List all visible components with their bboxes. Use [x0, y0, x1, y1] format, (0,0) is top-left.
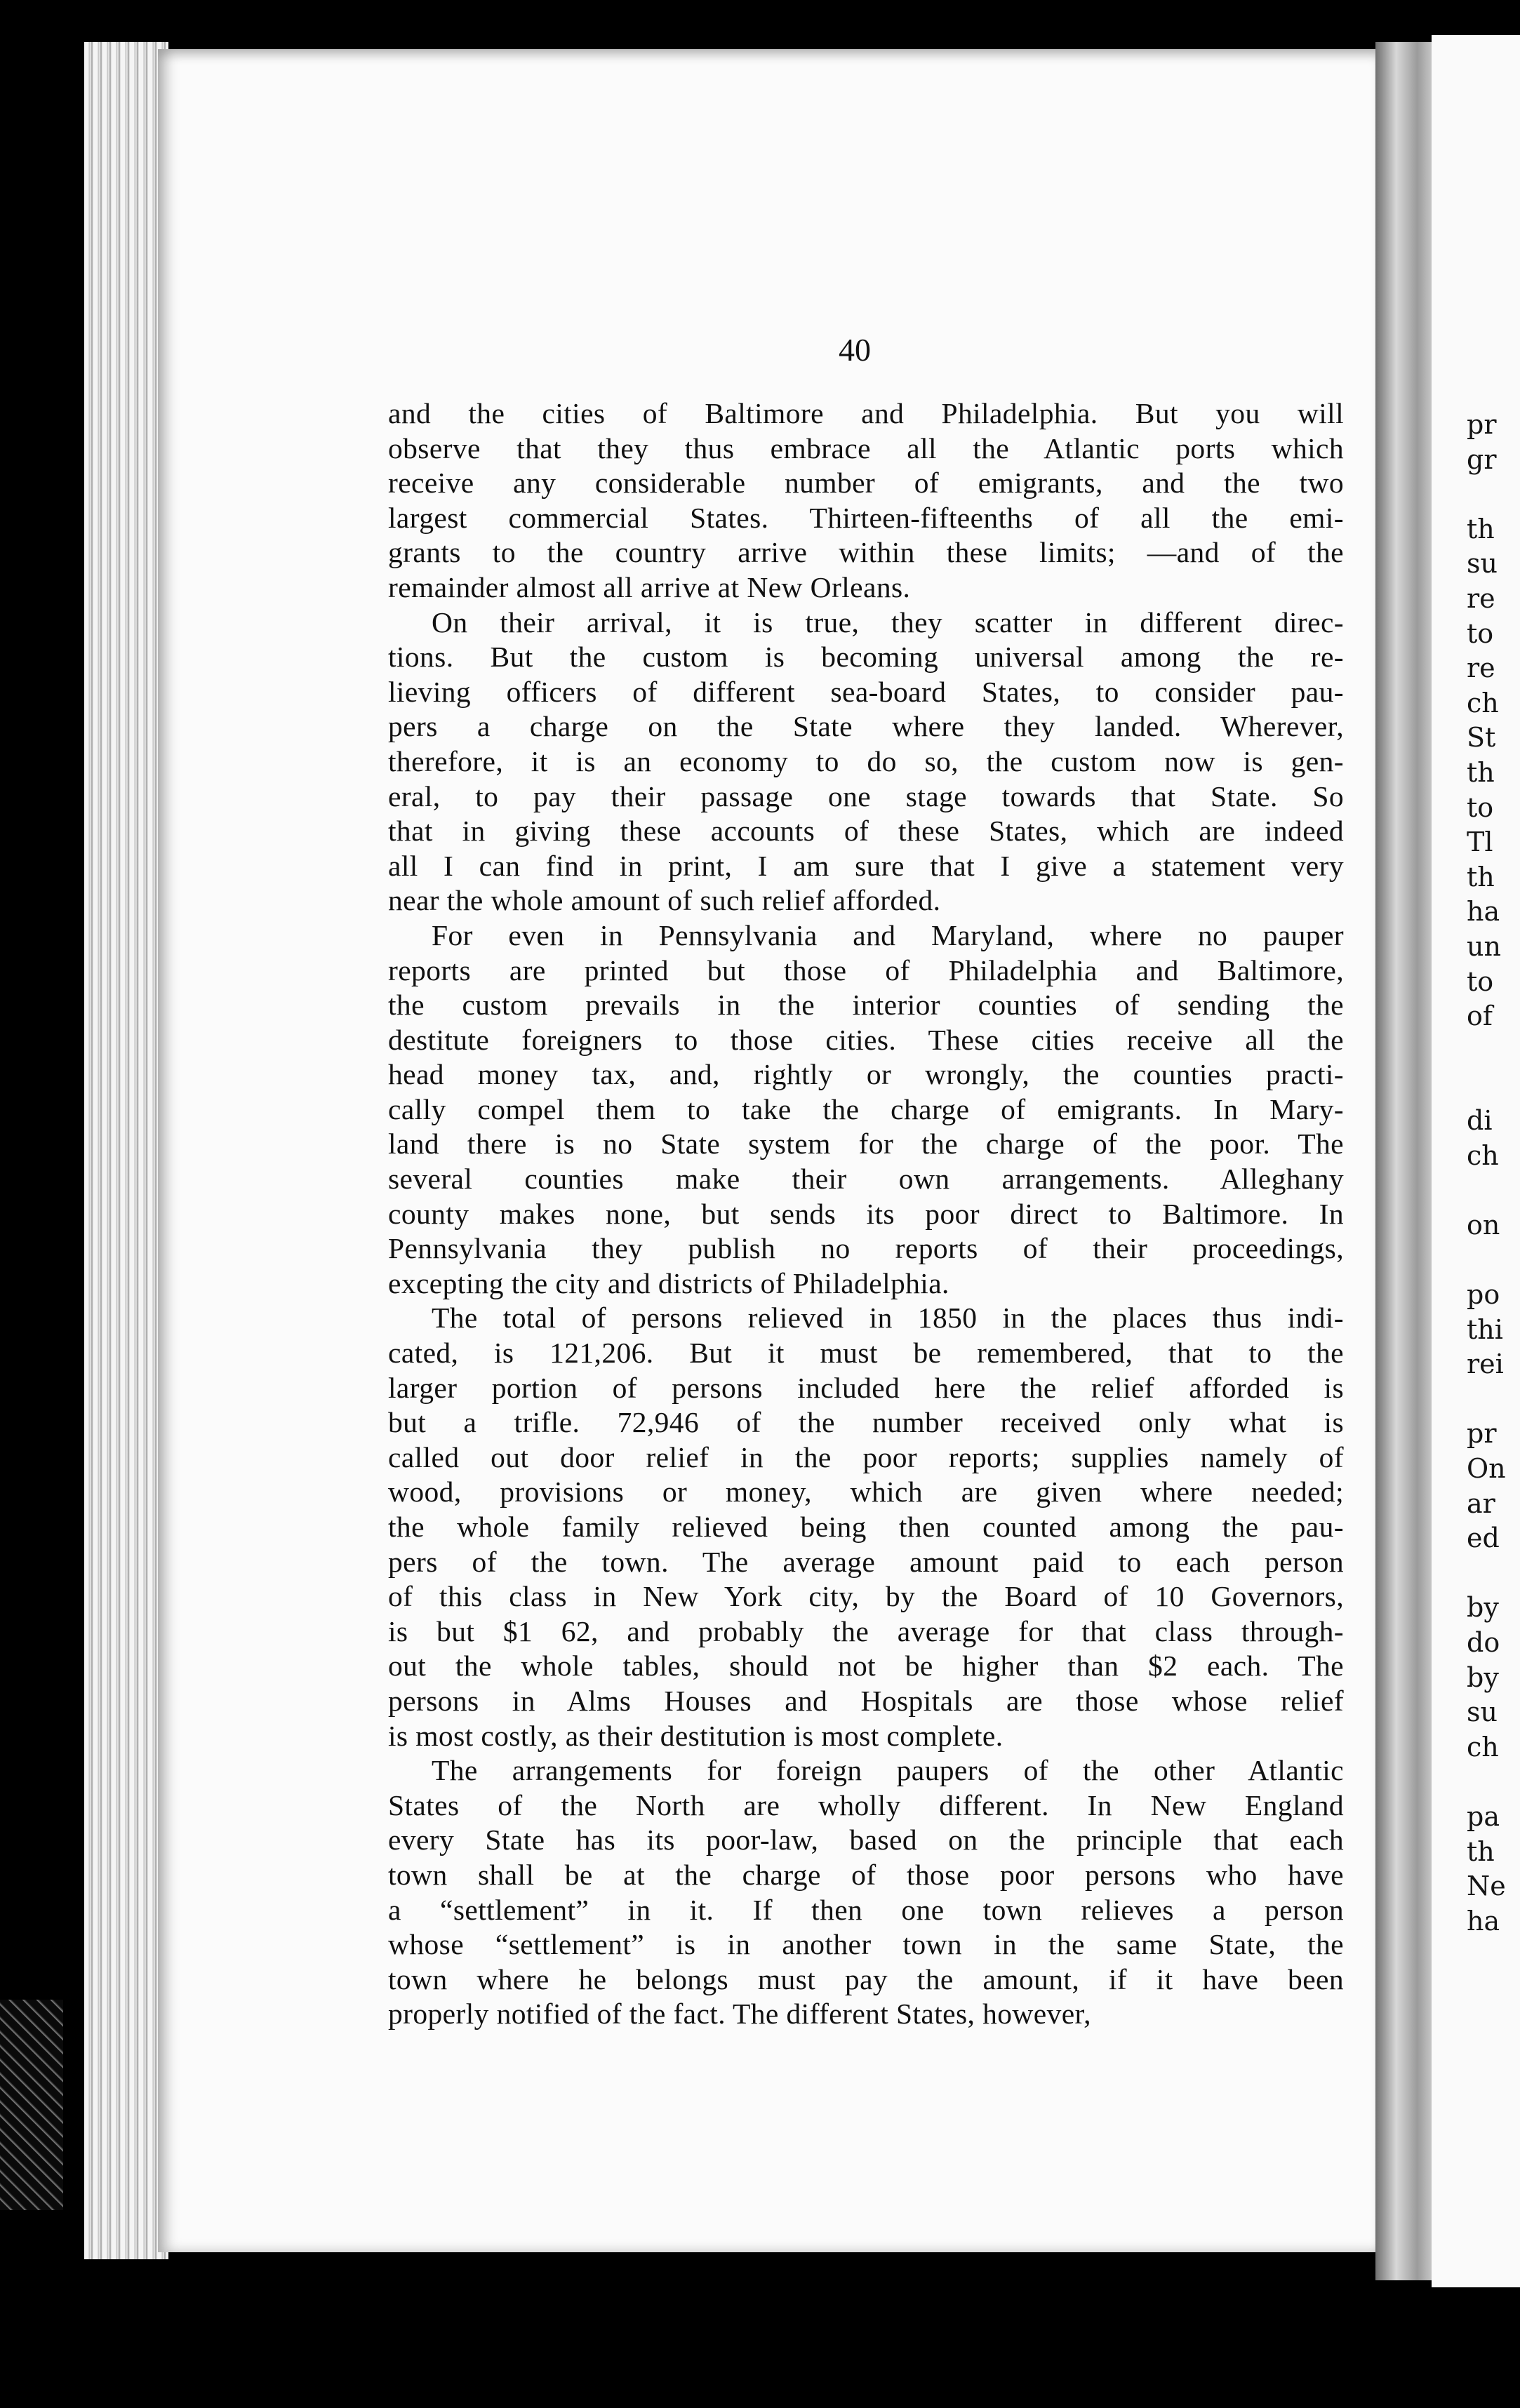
text-line: On their arrival, it is true, they scatter in different direc- [432, 606, 1344, 638]
text-line: excepting the city and districts of Philadelphia. [388, 1266, 949, 1299]
next-page-fragment-text: ha [1467, 1905, 1500, 1937]
text-line: the custom prevails in the interior counties of sending the [388, 989, 1344, 1022]
text-line: near the whole amount of such relief afforded. [388, 884, 941, 917]
next-page-fragment-text: ar [1467, 1487, 1495, 1519]
next-page-fragment-text: po [1467, 1279, 1500, 1310]
body-text [388, 396, 1344, 2032]
next-page-fragment-text: rei [1467, 1349, 1504, 1380]
text-line: persons in Alms Houses and Hospitals are those whose relief [388, 1684, 1344, 1717]
next-page-fragment-text: thi [1467, 1313, 1503, 1345]
text-line: pers of the town. The average amount paid to each person [388, 1545, 1344, 1578]
next-page-fragment-text: ed [1467, 1523, 1500, 1554]
text-line: county makes none, but sends its poor direct to Baltimore. In [388, 1197, 1344, 1230]
next-page-fragment-text: Ne [1467, 1871, 1506, 1902]
text-line: lieving officers of different sea-board States, to consider pau- [388, 675, 1344, 708]
text-line: States of the North are wholly different. In New England [388, 1788, 1344, 1821]
next-page-fragment-text: ch [1467, 1139, 1499, 1171]
text-line: The arrangements for foreign paupers of the other Atlantic [432, 1754, 1344, 1787]
text-line: tions. But the custom is becoming universal among the re- [388, 641, 1344, 674]
text-line: but a trifle. 72,946 of the number received only what is [388, 1406, 1344, 1439]
text-line: called out door relief in the poor reports; supplies namely of [388, 1440, 1344, 1473]
next-page-fragment-text: th [1467, 1835, 1495, 1867]
text-line: grants to the country arrive within these limits; —and of the [388, 536, 1344, 569]
text-line: land there is no State system for the charge of the poor. The [388, 1128, 1344, 1160]
page-number: 40 [839, 332, 871, 368]
next-page-fragment-text: ch [1467, 1731, 1499, 1762]
text-line: receive any considerable number of emigrants, and the two [388, 467, 1344, 500]
text-line: remainder almost all arrive at New Orleans. [388, 570, 911, 603]
text-line: all I can find in print, I am sure that I give a statement very [388, 849, 1344, 882]
next-page-fragment-text: by [1467, 1592, 1499, 1624]
next-page-fragment-text: th [1467, 513, 1495, 544]
next-page-fragment-text: re [1467, 583, 1495, 614]
page-edge [84, 42, 168, 2259]
text-line: is but $1 62, and probably the average for that class through- [388, 1614, 1344, 1647]
text-line: cally compel them to take the charge of emigrants. In Mary- [388, 1092, 1344, 1125]
text-line: For even in Pennsylvania and Maryland, where no pauper [432, 918, 1344, 951]
next-page-fragment-text: un [1467, 931, 1501, 962]
next-page-fragment-text: to [1467, 791, 1494, 823]
text-line: that in giving these accounts of these States, which are indeed [388, 815, 1344, 848]
text-line: The total of persons relieved in 1850 in the places thus indi- [432, 1302, 1344, 1335]
next-page-fragment-text: su [1467, 1697, 1498, 1728]
text-line: head money tax, and, rightly or wrongly, the counties practi- [388, 1058, 1344, 1091]
next-page-fragment-text: su [1467, 548, 1498, 580]
next-page-fragment-text: to [1467, 617, 1494, 649]
next-page-fragment-text: gr [1467, 443, 1497, 475]
next-page-fragment-text: do [1467, 1627, 1500, 1658]
text-line: properly notified of the fact. The different States, however, [388, 1998, 1091, 2031]
text-line: out the whole tables, should not be higher than $2 each. The [388, 1650, 1344, 1683]
next-page-fragment-text: ch [1467, 687, 1499, 718]
text-line: several counties make their own arrangements. Alleghany [388, 1163, 1344, 1196]
text-line: is most costly, as their destitution is most complete. [388, 1719, 1004, 1752]
text-line: the whole family relieved being then counted among the pau- [388, 1511, 1344, 1543]
book-gutter [1375, 42, 1435, 2280]
text-line: destitute foreigners to those cities. These cities receive all the [388, 1023, 1344, 1056]
next-page-fragment-text: On [1467, 1453, 1506, 1484]
next-page-fragment-text: on [1467, 1209, 1500, 1240]
text-line: of this class in New York city, by the Board of 10 Governors, [388, 1580, 1344, 1613]
next-page-fragment-text: re [1467, 653, 1495, 684]
text-line: Pennsylvania they publish no reports of their proceedings, [388, 1232, 1344, 1265]
next-page-fragment-text: th [1467, 757, 1495, 788]
next-page-fragment-text: Tl [1467, 827, 1493, 858]
text-line: whose “settlement” is in another town in the same State, the [388, 1928, 1344, 1961]
page-edge-shadow [0, 2000, 63, 2210]
text-line: town where he belongs must pay the amount, if it have been [388, 1962, 1344, 1995]
text-line: reports are printed but those of Philadelphia and Baltimore, [388, 954, 1344, 986]
text-line: a “settlement” in it. If then one town relieves a person [388, 1893, 1344, 1926]
text-line: wood, provisions or money, which are given where needed; [388, 1476, 1344, 1509]
text-line: largest commercial States. Thirteen-fifteenths of all the emi- [388, 501, 1344, 534]
text-line: town shall be at the charge of those poor persons who have [388, 1858, 1344, 1891]
next-page-fragment-text: pa [1467, 1801, 1500, 1832]
next-page-fragment-text: to [1467, 965, 1494, 997]
next-page-fragment-text: of [1467, 1001, 1493, 1032]
text-line: therefore, it is an economy to do so, the custom now is gen- [388, 744, 1344, 777]
text-line: and the cities of Baltimore and Philadelphia. But you will [388, 397, 1344, 429]
text-line: observe that they thus embrace all the Atlantic ports which [388, 432, 1344, 464]
text-line: pers a charge on the State where they landed. Wherever, [388, 710, 1344, 743]
next-page-fragment-text: di [1467, 1105, 1493, 1136]
text-line: eral, to pay their passage one stage towards that State. So [388, 780, 1344, 812]
next-page-fragment-text: St [1467, 722, 1496, 754]
text-line: larger portion of persons included here the relief afforded is [388, 1371, 1344, 1404]
text-line: every State has its poor-law, based on the principle that each [388, 1824, 1344, 1857]
next-page-fragment-text: pr [1467, 1418, 1497, 1450]
next-page-fragment-text: pr [1467, 409, 1497, 440]
next-page-fragment [1432, 35, 1520, 2287]
next-page-fragment-text: th [1467, 861, 1495, 892]
next-page-fragment-text: by [1467, 1661, 1499, 1693]
text-line: cated, is 121,206. But it must be remembered, that to the [388, 1337, 1344, 1370]
next-page-fragment-text: ha [1467, 896, 1500, 928]
